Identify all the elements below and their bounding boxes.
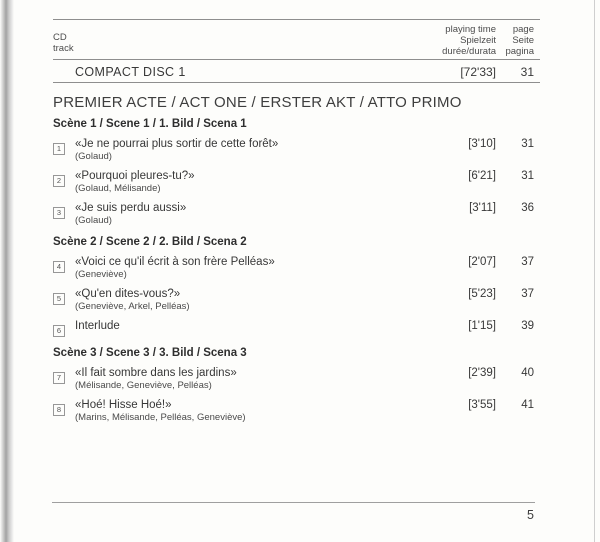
track-page: 37	[521, 288, 534, 300]
playing-time-fr-it: durée/durata	[442, 46, 496, 57]
track-number-box: 3	[53, 207, 65, 219]
scene-heading: Scène 3 / Scene 3 / 3. Bild / Scena 3	[53, 347, 247, 359]
cd-track-label	[53, 32, 406, 57]
page-en: page	[512, 24, 534, 35]
track-number-box: 7	[53, 372, 65, 384]
track-number-box: 1	[53, 143, 65, 155]
track-performers: (Golaud)	[75, 151, 112, 162]
track-time: [3'11]	[469, 202, 496, 214]
footer-rule	[52, 502, 535, 503]
track-row	[53, 201, 540, 227]
track-title: «Pourquoi pleures-tu?»	[75, 170, 195, 182]
disc-row	[53, 64, 540, 80]
track-row	[53, 255, 540, 281]
track-text	[75, 201, 406, 227]
disc-page-number: 31	[520, 65, 534, 79]
track-number-box: 6	[53, 325, 65, 337]
track-page: 31	[521, 170, 534, 182]
track-time: [2'07]	[468, 256, 496, 268]
track-page: 31	[521, 138, 534, 150]
playing-time-header	[406, 24, 496, 57]
page-header	[496, 24, 540, 57]
track-performers: (Geneviève)	[75, 269, 127, 280]
track-row	[53, 398, 540, 424]
track-number-cell	[53, 319, 75, 338]
track-number-cell	[53, 137, 75, 163]
scene-heading: Scène 1 / Scene 1 / 1. Bild / Scena 1	[53, 118, 247, 130]
track-performers: (Golaud, Mélisande)	[75, 183, 161, 194]
track-title: «Qu'en dites-vous?»	[75, 288, 181, 300]
track-page: 40	[521, 367, 534, 379]
track-title: «Hoé! Hisse Hoé!»	[75, 399, 172, 411]
track-performers: (Marins, Mélisande, Pelléas, Geneviève)	[75, 412, 246, 423]
track-number-box: 4	[53, 261, 65, 273]
track-number-cell	[53, 169, 75, 195]
top-rule	[53, 19, 540, 20]
track-number-cell	[53, 366, 75, 392]
track-time: [3'55]	[468, 399, 496, 411]
track-title: «Je ne pourrai plus sortir de cette forêt»	[75, 138, 279, 150]
page-it: pagina	[505, 46, 534, 57]
page-de: Seite	[512, 35, 534, 46]
playing-time-en: playing time	[445, 24, 496, 35]
track-row	[53, 319, 540, 338]
track-text	[75, 169, 406, 195]
track-title: «Je suis perdu aussi»	[75, 202, 187, 214]
disc-total-time: [72'33]	[460, 65, 496, 79]
scene-heading: Scène 2 / Scene 2 / 2. Bild / Scena 2	[53, 236, 247, 248]
column-headers	[53, 24, 540, 57]
act-title: PREMIER ACTE / ACT ONE / ERSTER AKT / ATTO PRIMO	[53, 94, 462, 111]
scan-left-edge	[0, 0, 16, 542]
track-time: [2'39]	[468, 367, 496, 379]
disc-title: COMPACT DISC 1	[75, 65, 186, 79]
playing-time-de: Spielzeit	[460, 35, 496, 46]
track-row	[53, 137, 540, 163]
track-time: [1'15]	[468, 320, 496, 332]
page-content	[53, 0, 540, 424]
track-number-box: 2	[53, 175, 65, 187]
track-page: 41	[521, 399, 534, 411]
track-text	[75, 398, 406, 424]
track-number-cell	[53, 287, 75, 313]
track-title: «Voici ce qu'il écrit à son frère Pelléas»	[75, 256, 275, 268]
track-row	[53, 287, 540, 313]
track-row	[53, 169, 540, 195]
track-performers: (Golaud)	[75, 215, 112, 226]
header-rule	[53, 59, 540, 60]
track-text	[75, 319, 406, 338]
track-time: [6'21]	[468, 170, 496, 182]
disc-rule	[53, 82, 540, 83]
track-label: track	[53, 43, 74, 54]
cd-label: CD	[53, 32, 67, 43]
track-number-box: 5	[53, 293, 65, 305]
disc-row-indent	[53, 64, 75, 80]
track-performers: (Mélisande, Geneviève, Pelléas)	[75, 380, 212, 391]
track-number-box: 8	[53, 404, 65, 416]
track-text	[75, 255, 406, 281]
track-text	[75, 366, 406, 392]
track-performers: (Geneviève, Arkel, Pelléas)	[75, 301, 190, 312]
track-number-cell	[53, 398, 75, 424]
track-text	[75, 137, 406, 163]
track-title: Interlude	[75, 320, 120, 332]
track-page: 39	[521, 320, 534, 332]
footer-page-number: 5	[527, 508, 534, 522]
track-text	[75, 287, 406, 313]
track-time: [5'23]	[468, 288, 496, 300]
track-title: «Il fait sombre dans les jardins»	[75, 367, 237, 379]
scan-right-edge	[594, 0, 595, 542]
track-time: [3'10]	[468, 138, 496, 150]
track-number-cell	[53, 255, 75, 281]
track-page: 36	[521, 202, 534, 214]
track-page: 37	[521, 256, 534, 268]
track-sections	[53, 117, 540, 424]
track-number-cell	[53, 201, 75, 227]
track-row	[53, 366, 540, 392]
